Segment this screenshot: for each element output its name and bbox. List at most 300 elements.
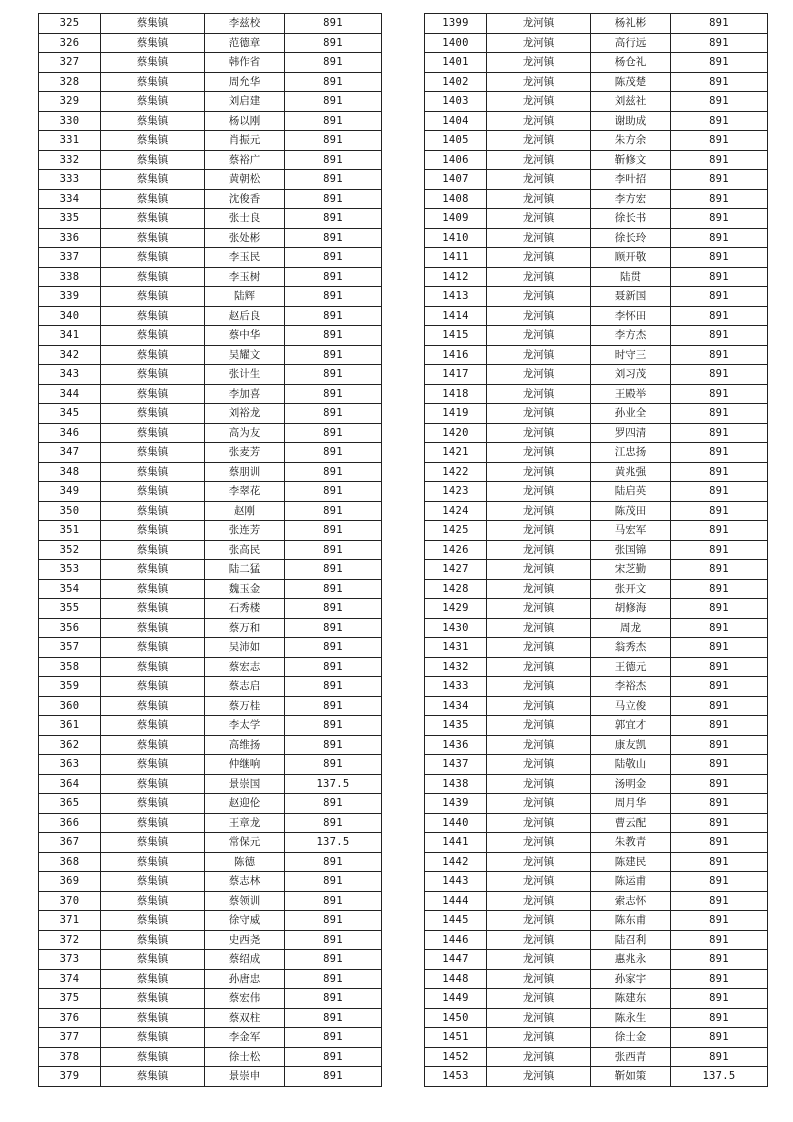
row-number-cell: 1424: [425, 501, 487, 521]
town-cell: 龙河镇: [487, 677, 591, 697]
row-number-cell: 1399: [425, 14, 487, 34]
town-cell: 龙河镇: [487, 482, 591, 502]
table-row: [39, 189, 382, 209]
amount-cell: 891: [671, 365, 768, 385]
person-name-cell: 周月华: [591, 794, 671, 814]
amount-cell: 891: [285, 735, 382, 755]
person-name-cell: 王德元: [591, 657, 671, 677]
town-cell: 龙河镇: [487, 228, 591, 248]
table-row: [425, 131, 768, 151]
row-number-cell: 1414: [425, 306, 487, 326]
row-number-cell: 1453: [425, 1067, 487, 1087]
town-cell: 龙河镇: [487, 267, 591, 287]
person-name-cell: 陈茂楚: [591, 72, 671, 92]
town-cell: 蔡集镇: [101, 501, 205, 521]
table-row: [425, 813, 768, 833]
table-row: [39, 501, 382, 521]
amount-cell: 891: [285, 482, 382, 502]
amount-cell: 891: [671, 657, 768, 677]
amount-cell: 891: [671, 872, 768, 892]
amount-cell: 891: [671, 774, 768, 794]
amount-cell: 891: [671, 443, 768, 463]
row-number-cell: 363: [39, 755, 101, 775]
person-name-cell: 赵刚: [205, 501, 285, 521]
town-cell: 蔡集镇: [101, 443, 205, 463]
table-row: [39, 716, 382, 736]
person-name-cell: 惠兆永: [591, 950, 671, 970]
person-name-cell: 陆二猛: [205, 560, 285, 580]
town-cell: 龙河镇: [487, 579, 591, 599]
person-name-cell: 仲继响: [205, 755, 285, 775]
table-row: [425, 150, 768, 170]
row-number-cell: 351: [39, 521, 101, 541]
table-row: [425, 852, 768, 872]
row-number-cell: 341: [39, 326, 101, 346]
town-cell: 龙河镇: [487, 696, 591, 716]
town-cell: 龙河镇: [487, 14, 591, 34]
town-cell: 蔡集镇: [101, 969, 205, 989]
person-name-cell: 徐士金: [591, 1028, 671, 1048]
table-row: [425, 111, 768, 131]
town-cell: 蔡集镇: [101, 755, 205, 775]
amount-cell: 891: [285, 540, 382, 560]
table-row: [39, 53, 382, 73]
row-number-cell: 1443: [425, 872, 487, 892]
person-name-cell: 时守三: [591, 345, 671, 365]
row-number-cell: 1422: [425, 462, 487, 482]
row-number-cell: 1425: [425, 521, 487, 541]
amount-cell: 891: [285, 989, 382, 1009]
person-name-cell: 李方宏: [591, 189, 671, 209]
town-cell: 龙河镇: [487, 1067, 591, 1087]
row-number-cell: 339: [39, 287, 101, 307]
row-number-cell: 1431: [425, 638, 487, 658]
town-cell: 龙河镇: [487, 755, 591, 775]
person-name-cell: 罗四清: [591, 423, 671, 443]
amount-cell: 891: [671, 716, 768, 736]
town-cell: 龙河镇: [487, 989, 591, 1009]
amount-cell: 891: [671, 131, 768, 151]
table-row: [39, 560, 382, 580]
person-name-cell: 蔡裕广: [205, 150, 285, 170]
row-number-cell: 1411: [425, 248, 487, 268]
amount-cell: 891: [285, 638, 382, 658]
person-name-cell: 孙唐忠: [205, 969, 285, 989]
table-row: [425, 638, 768, 658]
person-name-cell: 周龙: [591, 618, 671, 638]
person-name-cell: 蔡宏伟: [205, 989, 285, 1009]
table-row: [39, 209, 382, 229]
row-number-cell: 1407: [425, 170, 487, 190]
person-name-cell: 李玉民: [205, 248, 285, 268]
table-row: [425, 170, 768, 190]
person-name-cell: 赵后良: [205, 306, 285, 326]
table-row: [425, 365, 768, 385]
roster-table-right-body: [425, 14, 768, 1087]
table-row: [39, 365, 382, 385]
amount-cell: 891: [285, 443, 382, 463]
row-number-cell: 1449: [425, 989, 487, 1009]
amount-cell: 891: [285, 345, 382, 365]
amount-cell: 891: [671, 287, 768, 307]
person-name-cell: 蔡朋训: [205, 462, 285, 482]
amount-cell: 891: [671, 618, 768, 638]
amount-cell: 891: [285, 872, 382, 892]
row-number-cell: 334: [39, 189, 101, 209]
town-cell: 龙河镇: [487, 92, 591, 112]
table-row: [39, 774, 382, 794]
row-number-cell: 367: [39, 833, 101, 853]
row-number-cell: 330: [39, 111, 101, 131]
town-cell: 龙河镇: [487, 716, 591, 736]
row-number-cell: 1434: [425, 696, 487, 716]
table-row: [39, 950, 382, 970]
town-cell: 龙河镇: [487, 306, 591, 326]
amount-cell: 137.5: [285, 833, 382, 853]
person-name-cell: 张高民: [205, 540, 285, 560]
person-name-cell: 张开文: [591, 579, 671, 599]
town-cell: 蔡集镇: [101, 989, 205, 1009]
row-number-cell: 345: [39, 404, 101, 424]
table-row: [39, 443, 382, 463]
table-row: [39, 1067, 382, 1087]
row-number-cell: 328: [39, 72, 101, 92]
amount-cell: 891: [671, 521, 768, 541]
person-name-cell: 宋芝勤: [591, 560, 671, 580]
person-name-cell: 徐守威: [205, 911, 285, 931]
row-number-cell: 354: [39, 579, 101, 599]
table-row: [39, 267, 382, 287]
town-cell: 蔡集镇: [101, 189, 205, 209]
row-number-cell: 375: [39, 989, 101, 1009]
person-name-cell: 王章龙: [205, 813, 285, 833]
row-number-cell: 1427: [425, 560, 487, 580]
row-number-cell: 1447: [425, 950, 487, 970]
person-name-cell: 蔡领训: [205, 891, 285, 911]
amount-cell: 891: [671, 423, 768, 443]
town-cell: 蔡集镇: [101, 14, 205, 34]
person-name-cell: 谢助成: [591, 111, 671, 131]
row-number-cell: 1436: [425, 735, 487, 755]
row-number-cell: 356: [39, 618, 101, 638]
table-row: [39, 1008, 382, 1028]
amount-cell: 891: [671, 92, 768, 112]
row-number-cell: 1409: [425, 209, 487, 229]
table-row: [39, 150, 382, 170]
row-number-cell: 379: [39, 1067, 101, 1087]
town-cell: 龙河镇: [487, 638, 591, 658]
person-name-cell: 蔡中华: [205, 326, 285, 346]
table-row: [39, 852, 382, 872]
town-cell: 蔡集镇: [101, 735, 205, 755]
amount-cell: 891: [285, 1047, 382, 1067]
table-row: [425, 33, 768, 53]
person-name-cell: 朱教青: [591, 833, 671, 853]
amount-cell: 891: [671, 189, 768, 209]
town-cell: 蔡集镇: [101, 794, 205, 814]
person-name-cell: 刘启建: [205, 92, 285, 112]
person-name-cell: 陈德: [205, 852, 285, 872]
person-name-cell: 李金军: [205, 1028, 285, 1048]
town-cell: 龙河镇: [487, 345, 591, 365]
town-cell: 龙河镇: [487, 404, 591, 424]
amount-cell: 891: [285, 716, 382, 736]
row-number-cell: 1444: [425, 891, 487, 911]
row-number-cell: 1413: [425, 287, 487, 307]
amount-cell: 891: [285, 501, 382, 521]
amount-cell: 891: [285, 209, 382, 229]
amount-cell: 891: [285, 267, 382, 287]
town-cell: 龙河镇: [487, 1008, 591, 1028]
table-row: [425, 755, 768, 775]
row-number-cell: 1426: [425, 540, 487, 560]
person-name-cell: 孙家宇: [591, 969, 671, 989]
amount-cell: 891: [671, 891, 768, 911]
table-row: [425, 521, 768, 541]
town-cell: 龙河镇: [487, 170, 591, 190]
amount-cell: 891: [285, 560, 382, 580]
person-name-cell: 张连芳: [205, 521, 285, 541]
person-name-cell: 陈建民: [591, 852, 671, 872]
amount-cell: 891: [671, 579, 768, 599]
person-name-cell: 陆敬山: [591, 755, 671, 775]
table-row: [425, 423, 768, 443]
town-cell: 龙河镇: [487, 189, 591, 209]
row-number-cell: 335: [39, 209, 101, 229]
amount-cell: 891: [285, 228, 382, 248]
amount-cell: 891: [285, 1008, 382, 1028]
town-cell: 蔡集镇: [101, 911, 205, 931]
amount-cell: 891: [285, 696, 382, 716]
table-row: [39, 1028, 382, 1048]
town-cell: 蔡集镇: [101, 345, 205, 365]
amount-cell: 891: [671, 228, 768, 248]
row-number-cell: 372: [39, 930, 101, 950]
table-row: [39, 833, 382, 853]
town-cell: 蔡集镇: [101, 599, 205, 619]
row-number-cell: 1452: [425, 1047, 487, 1067]
row-number-cell: 1445: [425, 911, 487, 931]
row-number-cell: 1428: [425, 579, 487, 599]
person-name-cell: 张计生: [205, 365, 285, 385]
row-number-cell: 362: [39, 735, 101, 755]
amount-cell: 891: [671, 14, 768, 34]
town-cell: 龙河镇: [487, 131, 591, 151]
person-name-cell: 周允华: [205, 72, 285, 92]
person-name-cell: 李太学: [205, 716, 285, 736]
town-cell: 蔡集镇: [101, 891, 205, 911]
town-cell: 蔡集镇: [101, 365, 205, 385]
town-cell: 龙河镇: [487, 443, 591, 463]
row-number-cell: 1401: [425, 53, 487, 73]
amount-cell: 891: [671, 677, 768, 697]
town-cell: 龙河镇: [487, 1028, 591, 1048]
table-row: [39, 677, 382, 697]
person-name-cell: 王殿举: [591, 384, 671, 404]
row-number-cell: 355: [39, 599, 101, 619]
town-cell: 龙河镇: [487, 813, 591, 833]
amount-cell: 891: [671, 345, 768, 365]
amount-cell: 137.5: [671, 1067, 768, 1087]
row-number-cell: 337: [39, 248, 101, 268]
town-cell: 龙河镇: [487, 852, 591, 872]
table-row: [425, 53, 768, 73]
table-row: [425, 599, 768, 619]
person-name-cell: 石秀楼: [205, 599, 285, 619]
person-name-cell: 李裕杰: [591, 677, 671, 697]
row-number-cell: 365: [39, 794, 101, 814]
person-name-cell: 李兹校: [205, 14, 285, 34]
amount-cell: 891: [285, 33, 382, 53]
amount-cell: 891: [671, 501, 768, 521]
town-cell: 蔡集镇: [101, 482, 205, 502]
town-cell: 蔡集镇: [101, 638, 205, 658]
town-cell: 蔡集镇: [101, 1067, 205, 1087]
row-number-cell: 1433: [425, 677, 487, 697]
table-row: [39, 891, 382, 911]
person-name-cell: 范德章: [205, 33, 285, 53]
table-row: [425, 92, 768, 112]
person-name-cell: 高行远: [591, 33, 671, 53]
amount-cell: 891: [285, 306, 382, 326]
table-row: [39, 111, 382, 131]
person-name-cell: 陈东甫: [591, 911, 671, 931]
town-cell: 蔡集镇: [101, 72, 205, 92]
amount-cell: 891: [285, 1067, 382, 1087]
amount-cell: 891: [671, 969, 768, 989]
person-name-cell: 蔡万和: [205, 618, 285, 638]
roster-table-left-body: [39, 14, 382, 1087]
amount-cell: 891: [671, 755, 768, 775]
amount-cell: 891: [671, 404, 768, 424]
amount-cell: 891: [285, 14, 382, 34]
person-name-cell: 胡修海: [591, 599, 671, 619]
row-number-cell: 1432: [425, 657, 487, 677]
town-cell: 蔡集镇: [101, 404, 205, 424]
table-row: [425, 677, 768, 697]
row-number-cell: 331: [39, 131, 101, 151]
town-cell: 龙河镇: [487, 384, 591, 404]
amount-cell: 891: [671, 72, 768, 92]
amount-cell: 891: [285, 813, 382, 833]
town-cell: 蔡集镇: [101, 716, 205, 736]
table-row: [425, 696, 768, 716]
table-row: [425, 969, 768, 989]
town-cell: 龙河镇: [487, 774, 591, 794]
row-number-cell: 1416: [425, 345, 487, 365]
person-name-cell: 杨以刚: [205, 111, 285, 131]
town-cell: 蔡集镇: [101, 774, 205, 794]
person-name-cell: 康友凯: [591, 735, 671, 755]
table-row: [425, 657, 768, 677]
amount-cell: 891: [285, 599, 382, 619]
amount-cell: 891: [671, 833, 768, 853]
row-number-cell: 353: [39, 560, 101, 580]
table-row: [425, 248, 768, 268]
amount-cell: 891: [285, 521, 382, 541]
amount-cell: 891: [285, 911, 382, 931]
person-name-cell: 李加喜: [205, 384, 285, 404]
table-row: [39, 696, 382, 716]
town-cell: 龙河镇: [487, 540, 591, 560]
person-name-cell: 肖振元: [205, 131, 285, 151]
table-row: [425, 326, 768, 346]
row-number-cell: 1448: [425, 969, 487, 989]
amount-cell: 891: [285, 72, 382, 92]
row-number-cell: 352: [39, 540, 101, 560]
amount-cell: 891: [285, 53, 382, 73]
town-cell: 龙河镇: [487, 53, 591, 73]
row-number-cell: 1450: [425, 1008, 487, 1028]
person-name-cell: 陈建东: [591, 989, 671, 1009]
person-name-cell: 徐长玲: [591, 228, 671, 248]
row-number-cell: 371: [39, 911, 101, 931]
row-number-cell: 377: [39, 1028, 101, 1048]
roster-table-left: [38, 13, 382, 1087]
person-name-cell: 江忠扬: [591, 443, 671, 463]
amount-cell: 891: [285, 1028, 382, 1048]
table-row: [39, 735, 382, 755]
person-name-cell: 索志怀: [591, 891, 671, 911]
table-row: [425, 540, 768, 560]
amount-cell: 891: [285, 969, 382, 989]
amount-cell: 891: [671, 267, 768, 287]
person-name-cell: 李怀田: [591, 306, 671, 326]
table-row: [39, 872, 382, 892]
row-number-cell: 1421: [425, 443, 487, 463]
town-cell: 蔡集镇: [101, 209, 205, 229]
amount-cell: 891: [671, 1028, 768, 1048]
row-number-cell: 1430: [425, 618, 487, 638]
table-row: [39, 599, 382, 619]
town-cell: 蔡集镇: [101, 852, 205, 872]
row-number-cell: 1438: [425, 774, 487, 794]
person-name-cell: 陆贯: [591, 267, 671, 287]
row-number-cell: 1400: [425, 33, 487, 53]
town-cell: 龙河镇: [487, 833, 591, 853]
amount-cell: 891: [671, 170, 768, 190]
amount-cell: 891: [285, 189, 382, 209]
amount-cell: 891: [285, 287, 382, 307]
row-number-cell: 376: [39, 1008, 101, 1028]
row-number-cell: 325: [39, 14, 101, 34]
amount-cell: 891: [671, 930, 768, 950]
row-number-cell: 1451: [425, 1028, 487, 1048]
person-name-cell: 陈运甫: [591, 872, 671, 892]
person-name-cell: 李叶招: [591, 170, 671, 190]
town-cell: 蔡集镇: [101, 92, 205, 112]
town-cell: 蔡集镇: [101, 950, 205, 970]
table-row: [425, 872, 768, 892]
person-name-cell: 蔡万桂: [205, 696, 285, 716]
table-row: [39, 345, 382, 365]
table-row: [425, 287, 768, 307]
table-row: [39, 423, 382, 443]
row-number-cell: 357: [39, 638, 101, 658]
row-number-cell: 332: [39, 150, 101, 170]
person-name-cell: 魏玉金: [205, 579, 285, 599]
table-row: [39, 228, 382, 248]
amount-cell: 891: [285, 92, 382, 112]
amount-cell: 891: [285, 384, 382, 404]
table-row: [39, 911, 382, 931]
person-name-cell: 孙业全: [591, 404, 671, 424]
table-row: [39, 969, 382, 989]
amount-cell: 891: [285, 852, 382, 872]
table-row: [425, 306, 768, 326]
town-cell: 蔡集镇: [101, 1047, 205, 1067]
table-row: [39, 540, 382, 560]
